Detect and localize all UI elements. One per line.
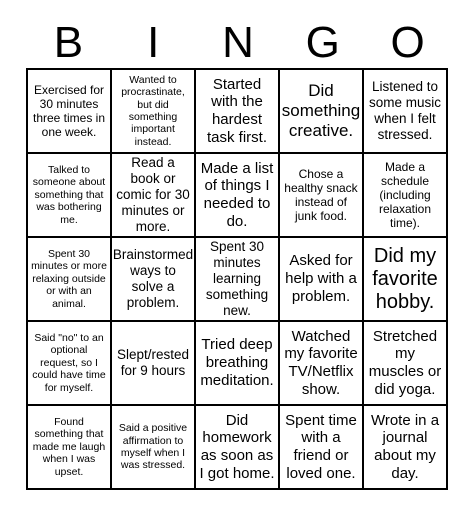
bingo-cell: Did something creative. xyxy=(280,70,364,154)
bingo-cell: Found something that made me laugh when I was upset. xyxy=(28,406,112,490)
header-letter-b: B xyxy=(53,18,84,67)
bingo-cell: Brainstormed ways to solve a problem. xyxy=(112,238,196,322)
bingo-cell: Talked to someone about something that was bothering me. xyxy=(28,154,112,238)
header-letter-o: O xyxy=(390,18,425,67)
bingo-cell: Chose a healthy snack instead of junk food. xyxy=(280,154,364,238)
bingo-cell: Wanted to procrastinate, but did something important instead. xyxy=(112,70,196,154)
bingo-grid xyxy=(26,68,448,490)
bingo-cell: Started with the hardest task first. xyxy=(196,70,280,154)
bingo-cell: Said a positive affirmation to myself when I was stressed. xyxy=(112,406,196,490)
bingo-cell: Slept/rested for 9 hours xyxy=(112,322,196,406)
bingo-header xyxy=(26,18,450,68)
bingo-cell: Spent 30 minutes learning something new. xyxy=(196,238,280,322)
bingo-cell: Did my favorite hobby. xyxy=(364,238,448,322)
bingo-cell: Did homework as soon as I got home. xyxy=(196,406,280,490)
bingo-cell: Said "no" to an optional request, so I could have time for myself. xyxy=(28,322,112,406)
bingo-cell: Made a list of things I needed to do. xyxy=(196,154,280,238)
bingo-cell: Spent time with a friend or loved one. xyxy=(280,406,364,490)
bingo-cell: Tried deep breathing meditation. xyxy=(196,322,280,406)
bingo-cell: Made a schedule (including relaxation time). xyxy=(364,154,448,238)
bingo-cell: Wrote in a journal about my day. xyxy=(364,406,448,490)
header-letter-g: G xyxy=(305,18,340,67)
bingo-cell: Read a book or comic for 30 minutes or more. xyxy=(112,154,196,238)
bingo-cell: Stretched my muscles or did yoga. xyxy=(364,322,448,406)
bingo-cell: Spent 30 minutes or more relaxing outside or with an animal. xyxy=(28,238,112,322)
header-letter-n: N xyxy=(222,18,254,67)
bingo-cell: Watched my favorite TV/Netflix show. xyxy=(280,322,364,406)
bingo-cell: Asked for help with a problem. xyxy=(280,238,364,322)
bingo-cell: Exercised for 30 minutes three times in one week. xyxy=(28,70,112,154)
header-letter-i: I xyxy=(147,18,160,67)
bingo-cell: Listened to some music when I felt stressed. xyxy=(364,70,448,154)
